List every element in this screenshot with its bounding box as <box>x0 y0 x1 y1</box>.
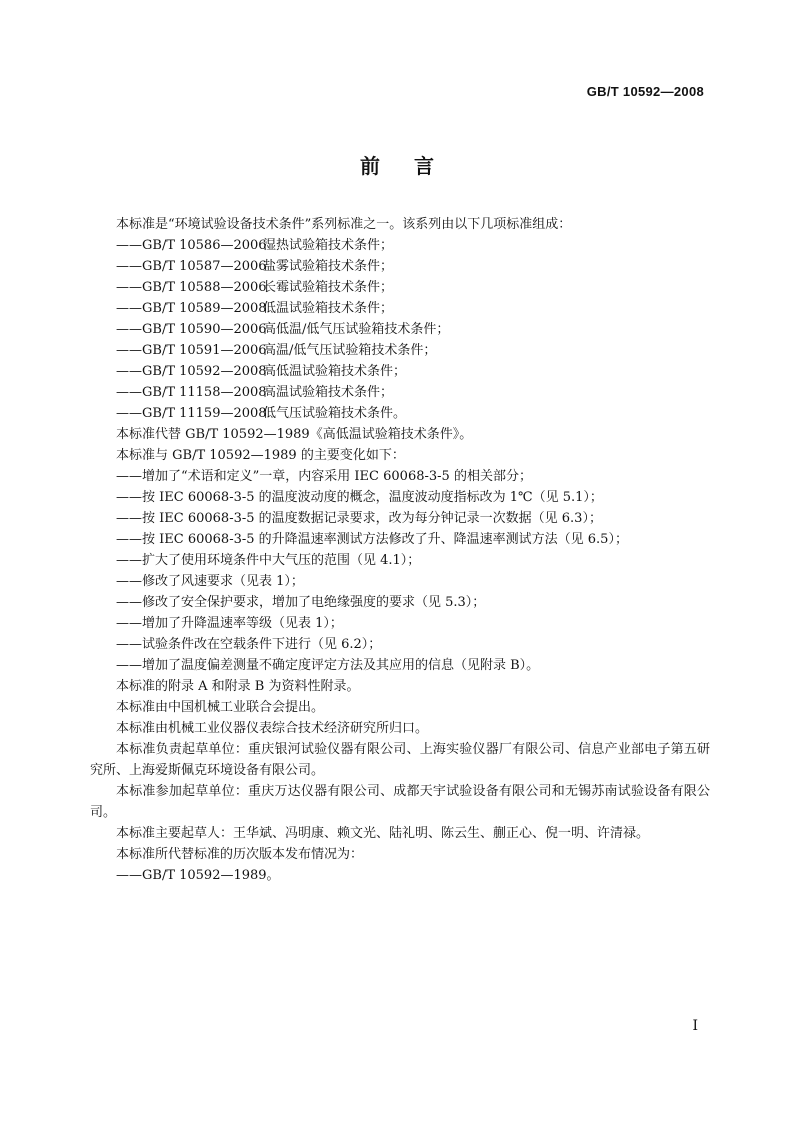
standard-number: ——GB/T 10588—2006 <box>116 280 267 295</box>
standard-code: GB/T 10592—2008 <box>586 84 704 99</box>
list-item <box>90 319 710 340</box>
standard-name: 低温试验箱技术条件； <box>263 301 394 316</box>
intro-paragraph: 本标准是“环境试验设备技术条件”系列标准之一。该系列由以下几项标准组成： <box>116 217 572 232</box>
replaces-paragraph: 本标准代替 GB/T 10592—1989《高低温试验箱技术条件》。 <box>116 427 473 442</box>
list-item <box>90 298 710 319</box>
list-item: ——修改了安全保护要求，增加了电绝缘强度的要求（见 5.3）； <box>116 595 486 610</box>
list-item: ——按 IEC 60068-3-5 的温度数据记录要求，改为每分钟记录一次数据（见 6.3）； <box>116 511 602 526</box>
standard-number: ——GB/T 11159—2008 <box>116 406 267 421</box>
list-item <box>90 403 710 424</box>
standard-name: 低气压试验箱技术条件。 <box>263 406 407 421</box>
list-item: ——修改了风速要求（见表 1）； <box>116 574 304 589</box>
list-item: ——GB/T 10592—1989。 <box>116 868 280 883</box>
history-intro-paragraph: 本标准所代替标准的历次版本发布情况为： <box>116 847 364 862</box>
series-list <box>90 235 710 424</box>
proposed-by-paragraph: 本标准由中国机械工业联合会提出。 <box>116 700 325 715</box>
standard-name: 湿热试验箱技术条件； <box>263 238 394 253</box>
standard-name: 高低温/低气压试验箱技术条件； <box>263 322 450 337</box>
list-item: ——试验条件改在空载条件下进行（见 6.2）； <box>116 637 382 652</box>
appendix-paragraph: 本标准的附录 A 和附录 B 为资料性附录。 <box>116 679 360 694</box>
list-item: ——增加了升降温速率等级（见表 1）； <box>116 616 343 631</box>
list-item: ——扩大了使用环境条件中大气压的范围（见 4.1）； <box>116 553 421 568</box>
list-item: ——按 IEC 60068-3-5 的升降温速率测试方法修改了升、降温速率测试方法（见 6.5）； <box>116 532 628 547</box>
drafters-paragraph: 本标准主要起草人：王华斌、冯明康、赖文光、陆礼明、陈云生、蒯正心、倪一明、许清禄。 <box>116 826 650 841</box>
foreword-body <box>90 214 710 886</box>
changes-list <box>90 466 710 676</box>
standard-name: 高温试验箱技术条件； <box>263 385 394 400</box>
list-item <box>90 340 710 361</box>
standard-number: ——GB/T 10590—2006 <box>116 322 267 337</box>
standard-name: 盐雾试验箱技术条件； <box>263 259 394 274</box>
list-item: ——增加了“术语和定义”一章，内容采用 IEC 60068-3-5 的相关部分； <box>116 469 532 484</box>
list-item <box>90 256 710 277</box>
participating-units-paragraph: 本标准参加起草单位：重庆万达仪器有限公司、成都天宇试验设备有限公司和无锡苏南试验设备有限公司。 <box>90 784 710 820</box>
list-item <box>90 277 710 298</box>
page-number: I <box>692 1018 698 1034</box>
list-item <box>90 382 710 403</box>
drafting-units-paragraph: 本标准负责起草单位：重庆银河试验仪器有限公司、上海实验仪器厂有限公司、信息产业部电子第五研究所、上海爱斯佩克环境设备有限公司。 <box>90 742 710 778</box>
administered-by-paragraph: 本标准由机械工业仪器仪表综合技术经济研究所归口。 <box>116 721 429 736</box>
list-item <box>90 361 710 382</box>
standard-number: ——GB/T 10589—2008 <box>116 301 267 316</box>
standard-name: 高温/低气压试验箱技术条件； <box>263 343 437 358</box>
standard-number: ——GB/T 10586—2006 <box>116 238 267 253</box>
list-item <box>90 235 710 256</box>
standard-name: 长霉试验箱技术条件； <box>263 280 394 295</box>
list-item: ——增加了温度偏差测量不确定度评定方法及其应用的信息（见附录 B）。 <box>116 658 540 673</box>
standard-number: ——GB/T 11158—2008 <box>116 385 267 400</box>
standard-number: ——GB/T 10591—2006 <box>116 343 267 358</box>
page-title: 前言 <box>360 154 468 178</box>
standard-name: 高低温试验箱技术条件； <box>263 364 407 379</box>
standard-number: ——GB/T 10592—2008 <box>116 364 267 379</box>
list-item: ——按 IEC 60068-3-5 的温度波动度的概念，温度波动度指标改为 1℃（见 5.1）； <box>116 490 603 505</box>
changes-intro-paragraph: 本标准与 GB/T 10592—1989 的主要变化如下： <box>116 448 405 463</box>
standard-number: ——GB/T 10587—2006 <box>116 259 267 274</box>
